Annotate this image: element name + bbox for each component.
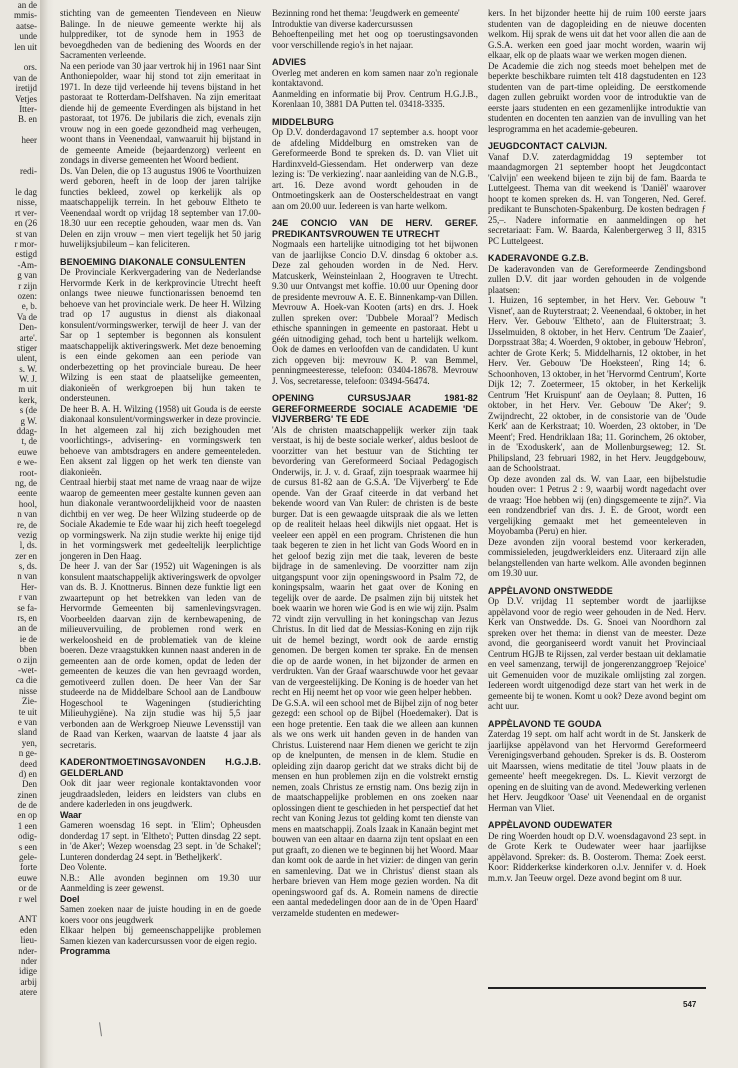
strip-fragment: en op bbox=[17, 810, 37, 821]
section-heading: APPÈLAVOND TE GOUDA bbox=[488, 718, 602, 729]
body-paragraph: 1. Huizen, 16 september, in het Herv. Ver. Gebouw ''t Visnet', aan de Ruyterstraat; 2. Veenendaal, 6 oktober, in het Herv. Ver. Gebouw 'Eltheto', aan de Fluiterstraat; 3. IJsselmuiden, 8 oktober, in het Herv. Centrum 'De Zaaier', Dorpsstraat 38a; 4. Woerden, 9 oktober, in gebouw 'Hebron', achter de Grote Kerk; 5. Middelharnis, 12 oktober, in het Herv. Ver. Gebouw 'De Hoeksteen', Ring 14; 6. Schoonhoven, 13 oktober, in het 'Hervormd Centrum', Korte Dijk 12; 7. Zoetermeer, 15 oktober, in het Kerkelijk Centrum 'Het Kruispunt' aan de Oeylaan; 8. Putten, 16 oktober, in het Herv. Ver. Gebouw 'De Aker'; 9. Zwijndrecht, 22 oktober, in de consistorie van de 'Oude Kerk' aan de Kerkstraat; 10. Woerden, 23 oktober, in 'De Meent'; Fred. Hendriklaan 18a; 11. Gorinchem, 26 oktober, in de 'Exoduskerk', aan de Mollenburgseweg; 12. St. Philipsland, 23 februari 1982, in het Herv. Jeugdgebouw, aan de Schoolstraat. bbox=[488, 295, 706, 473]
body-paragraph: Zaterdag 19 sept. om half acht wordt in de St. Janskerk de jaarlijkse appèlavond van het Hervormd Gereformeerd Verenigingsverband gehouden. Spreker is ds. B. Oosterom uit Maarssen, wiens meditatie de titel 'Jouw plaats in de gemeente' heeft meegekregen. Ds. L. Kievit verzorgt de opening en de sluiting van de avond. Medewerking verlenen het Herv. Jeugdkoor 'Oase' uit Veenendaal en de organist Herman van Vliet. bbox=[488, 729, 706, 813]
strip-fragment: van de bbox=[13, 72, 37, 83]
strip-fragment: lieu- bbox=[20, 935, 37, 946]
strip-fragment: nisse bbox=[19, 685, 37, 696]
body-paragraph: Vanaf D.V. zaterdagmiddag 19 september tot maandagmorgen 21 september hoopt het Jeugdcontact 'Calvijn' een weekend bijeen te zijn bij de fam. Baarda te Luttelgeest. Thema van dit weekend is 'Daniël' waarover hoopt te komen spreken ds. H. van Tongeren, Ned. Geref. predikant te Bunschoten-Spakenburg. De kosten bedragen ƒ 25,–. Nadere informatie en aanmeldingen op het secretariaat: Fam. W. Baarda, Kalenbergerweg 3 II, 8315 PC Luttelgeest. bbox=[488, 151, 706, 246]
strip-fragment: g van bbox=[17, 270, 37, 281]
strip-fragment bbox=[0, 145, 40, 155]
body-paragraph: Nogmaals een hartelijke uitnodiging tot het bijwonen van de jaarlijkse Concio D.V. dinsdag 6 oktober a.s. Deze zal gehouden worden in de Ned. Herv. Matcuskerk, Weinsteinlaan 2, Hoograven te Utrecht. 9.30 uur Ontvangst met koffie. 10.00 uur Opening door de presidente mevrouw A. E. E. Binnenkamp-van Dillen. Mevrouw A. Hoek-van Kooten (arts) en drs. J. Hoek zullen spreken over: 'Dubbele Moraal'? Medisch ethische spanningen in gemeente en pastoraat. Hebt u géén uitnodiging gehad, toch bent u hartelijk welkom. Ook de dames en verloofden van de candidaten. U kunt zich opgeven bij: mevrouw K. P. van Bemmel, penningmeesteresse, telefoon: 03404-18678. Mevrouw J. Vos, secretaresse, telefoon: 03494-56474. bbox=[272, 239, 478, 386]
body-paragraph: Na een periode van 30 jaar vertrok hij in 1961 naar Sint Anthoniepolder, waar hij stond tot zijn emeritaat in 1971. In deze tijd verleende hij tevens bijstand in het pastoraat te Rotterdam-Delfshaven. Na zijn emeritaat diende hij de gemeente Everdingen als bijstand in het pastoraat, tot 1976. De jubilaris die zich, evenals zijn vrouw nog in een goede gezondheid mag verheugen, woont thans in Veenendaal, vanwaaruit hij bijstand in de gemeente Ameide (bejaardenzorg) verleent en zondags in diverse gemeenten het Woord bedient. bbox=[60, 60, 261, 165]
section-heading: 24E CONCIO VAN DE HERV. GEREF. PREDIKANTSVROUWEN TE UTRECHT bbox=[272, 218, 478, 239]
strip-fragment: ors. bbox=[23, 62, 37, 73]
body-paragraph: Deo Volente. bbox=[60, 862, 107, 872]
strip-fragment: r mor- bbox=[14, 238, 37, 249]
body-paragraph: Op deze avonden zal ds. W. van Laar, een bijbelstudie houden over: 1 Petrus 2 : 9, waarbij wordt nagedacht over de vraag: 'Hoe hebben wij (en) dingsgemeente te zijn?'. Via een rondzendbrief van drs. J. E. de Groot, wordt een vergelijking gemaakt met het gemeenteleven in Moyobamba (Peru) en hier. bbox=[488, 473, 706, 536]
column-left bbox=[60, 8, 261, 957]
body-paragraph: Elkaar helpen bij gemeenschappelijke problemen Samen kiezen van kadercursussen voor de eigen regio. bbox=[60, 925, 261, 946]
body-paragraph: Ook dit jaar weer regionale kontaktavonden voor jeugdraadsleden, leiders en leidsters van clubs en andere kaderleden in ons jeugdwerk. bbox=[60, 778, 261, 809]
body-paragraph: Behoeftenpeiling met het oog op toerustingsavonden voor verschillende regio's in het najaar. bbox=[272, 29, 478, 50]
section-heading: KADERAVONDE G.Z.B. bbox=[488, 253, 589, 263]
strip-fragment: an de bbox=[17, 0, 37, 10]
strip-fragment: r van bbox=[18, 592, 37, 603]
body-paragraph: stichting van de gemeenten Tiendeveen en Nieuw Balinge. In de nieuwe gemeente werkte hij als hulpprediker, tot de synode hem in 1953 de bevoegdheden van de bediening des Woords en der Sacramenten verleende. bbox=[60, 8, 261, 60]
strip-fragment: Zie- bbox=[22, 696, 37, 707]
body-paragraph: De G.S.A. wil een school met de Bijbel zijn of nog beter gezegd: een school op de Bijbel (Hoedemaker). Dat is een hoge pretentie. Een taak die we alleen aan kunnen als we ons werk uit handen geven in de handen van Christus. Luisterend naar Hem dienen we gericht te zijn op de knelpunten, de mensen in de klem. Studie en opleiding zijn daarop gericht dat we straks dicht bij de mensen en hun problemen zijn en die volstrekt ernstig nemen, zoals Christus ze ernstig nam. Ons bezig zijn in de maatschappelijke problemen en ons zoeken naar oplossingen dient te geschieden in het perspectief dat het recht van Koning Jezus tot gelding komt ten dienste van mens en maatschappij. Zoals Izaak in Kanaän begint met bouwen van een altaar en daarna zijn tent opslaat en een put graaft, zo dienen we te beginnen bij het Woord. Maar dan komt ook de aarde in het vizier: de dingen van gerin en samenleving. Dat we in Christus' dienst staan als herbare brieven van Hem moge gezien worden. Na dit openingswoord gaf ds. A. Romein namens de directie een aantal mededelingen door aan de in de 'Open Haard' verzamelde studenten en medewer- bbox=[272, 697, 478, 918]
body-paragraph: De Academie die zich nog steeds moet behelpen met de beperkte beschikbare ruimten telt 418 dagstudenten en 123 studenten van de part-time opleiding. De eerstkomende dagen zullen gebruikt worden voor de introduktie van de eerste jaars studenten en een gezamenlijke introduktie van studenten en docenten ten aanzien van de invulling van het lesprogramma en het academie-gebeuren. bbox=[488, 60, 706, 134]
strip-fragment: nder bbox=[21, 955, 37, 966]
strip-fragment: Vetjes bbox=[15, 93, 37, 104]
strip-fragment: s, ds. bbox=[18, 561, 37, 572]
sub-heading: Waar bbox=[60, 809, 82, 820]
strip-fragment: s. W. bbox=[19, 363, 37, 374]
sub-heading: Doel bbox=[60, 893, 80, 904]
strip-fragment: de de bbox=[17, 800, 37, 811]
strip-fragment: m uit bbox=[18, 384, 37, 395]
strip-fragment: nder- bbox=[18, 945, 37, 956]
strip-fragment: eente bbox=[18, 488, 37, 499]
section-heading: JEUGDCONTACT CALVIJN. bbox=[488, 141, 608, 151]
section-heading: APPÈLAVOND OUDEWATER bbox=[488, 820, 613, 830]
body-paragraph: Introduktie van diverse kadercursussen bbox=[272, 18, 413, 29]
strip-fragment: s een bbox=[18, 841, 37, 852]
section-heading: BENOEMING DIAKONALE CONSULENTEN bbox=[60, 256, 246, 267]
strip-fragment bbox=[0, 125, 40, 135]
strip-fragment: mmis- bbox=[13, 10, 37, 21]
strip-fragment: an de bbox=[17, 623, 37, 634]
strip-fragment: forte bbox=[20, 862, 37, 873]
strip-fragment: Den bbox=[22, 779, 37, 790]
page-gutter bbox=[40, 0, 54, 1068]
strip-fragment: iretijd bbox=[15, 83, 37, 94]
column-right bbox=[488, 8, 706, 883]
strip-fragment: d) en bbox=[18, 768, 37, 779]
end-rule bbox=[488, 987, 706, 989]
body-paragraph: De ring Woerden houdt op D.V. woensdagavond 23 sept. in de Grote Kerk te Oudewater weer haar jaarlijkse appèlavond. Spreker: ds. B. Oosterom. Thema: Zoek eerst. Koor: Ridderkerkse kinderkoren o.l.v. Jennifer v. d. Hoek m.m.v. Jan Teeuw orgel. Deze avond begint om 8 uur. bbox=[488, 830, 706, 883]
strip-fragment: nisse, bbox=[16, 197, 37, 208]
strip-fragment: sland bbox=[18, 727, 37, 738]
strip-fragment: e we- bbox=[17, 457, 37, 468]
body-paragraph: Centraal hierbij staat met name de vraag naar de wijze waarop de gemeenten meer gestalte kunnen geven aan hun diakonale verantwoordelijkheid voor de naasten dichtbij en ver weg. De heer Wilzing studeerde op de Sociale Akademie te Ede waar hij zich heeft toegelegd op vormingswerk. Na zijn studie werkte hij enige tijd in het vormingswerk met gedeeltelijk leerplichtige jongeren in Den Haag. bbox=[60, 477, 261, 561]
strip-fragment: r zijn bbox=[18, 280, 37, 291]
strip-fragment: st van bbox=[15, 228, 37, 239]
body-paragraph: Op D.V. vrijdag 11 september wordt de jaarlijkse appèlavond voor de regio weer gehouden in de Ned. Herv. Kerk van Onstwedde. Ds. G. Snoei van Noordhorn zal spreken over het thema: in dienst van de meester. Deze avond, die georganiseerd wordt vanuit het Provinciaal Centrum HGJB te Rijssen, zal verder bestaan uit deklamatie en veel samenzang, terwijl de jongerenzanggroep 'Rejoice' uit Gemenuiden voor de muzikale omlijsting zal zorgen. Iedereen wordt uitgenodigd deze start van het werk in de gemeente bij te wonen. Komt u ook? Deze avond begint om acht uur. bbox=[488, 596, 706, 711]
section-heading: KADERONTMOETINGSAVONDEN H.G.J.B. GELDERLAND bbox=[60, 757, 261, 778]
strip-fragment: ca die bbox=[15, 675, 37, 686]
strip-fragment: -Am- bbox=[17, 259, 37, 270]
strip-fragment: t, de bbox=[21, 436, 37, 447]
strip-fragment: -wet- bbox=[18, 665, 37, 675]
strip-fragment: rt ver- bbox=[14, 207, 37, 218]
strip-fragment bbox=[0, 156, 40, 166]
strip-fragment: redi- bbox=[20, 166, 37, 177]
body-paragraph: 'Als de christen maatschappelijk werker zijn taak verstaat, is hij de beste sociale werker', aldus besloot de voorzitter van het bestuur van de Stichting ter bevordering van Gereformeerd Sociaal Pedagogisch Onderwijs, ir. J. v. d. Graaf, zijn toespraak waarmee hij de cursus 81-82 aan de G.S.A. 'De Vijverberg' te Ede opende. Van der Graaf citeerde in dat verband het bekende woord van Van Ruler: de christen is de beste burger. Dat is een gewaagde uitspraak die als we letten op de realiteit helaas heel dikwijls niet opgaat. Het is veeleer een appèl en een program. Christenen die hun taak begeren te zien in het licht van Gods Woord en in het geloof bezig zijn met die taak, leveren de beste bijdrage in de samenleving. De voorzitter nam zijn uitgangspunt voor zijn openingswoord in Psalm 72, de koningspsalm, waarin het gaat over de Koning en tegelijk over de aarde. De psalmen zijn bij uitstek het boek waarin we horen wie God is en wie wij zijn. Psalm 72 vindt zijn vervulling in het koningschap van Jezus Christus. In dit lied dat de Messias-Koning en zijn rijk uit de hemel bezingt, wordt ook de aarde ernstig genomen. De bergen komen ter sprake. En de mensen die op de aarde wonen, in het bijzonder de armen en verdrukten. Van der Graaf waarschuwde voor het gevaar van de vergeestelijking. De Koning is de hoeder van het recht en Hij neemt het op voor wie geen helper hebben. bbox=[272, 424, 478, 697]
strip-fragment: hool, bbox=[18, 498, 37, 509]
body-paragraph: Gameren woensdag 16 sept. in 'Elim'; Opheusden donderdag 17 sept. in 'Eltheto'; Putten dinsdag 22 sept. in 'de Aker'; Wezep woensdag 23 sept. in 'de Schakel'; Lunteren donderdag 24 sept. in 'Betheljkerk'. bbox=[60, 820, 261, 862]
strip-fragment: atere bbox=[19, 987, 37, 998]
strip-fragment: B. en bbox=[18, 114, 37, 125]
strip-fragment: Itter- bbox=[19, 103, 37, 114]
strip-fragment: len uit bbox=[14, 41, 37, 52]
strip-fragment: gele- bbox=[19, 852, 37, 863]
body-paragraph: kers. In het bijzonder heette hij de ruim 100 eerste jaars studenten van de dagopleiding en de nieuwe docenten welkom. Hij sprak de wens uit dat het voor allen die aan de G.S.A. werken een goed jaar mocht worden, waarin wij elkaar, elk op de plaats waar we werken mogen dienen. bbox=[488, 8, 706, 60]
strip-fragment: idige bbox=[19, 966, 37, 977]
body-paragraph: Op D.V. donderdagavond 17 september a.s. hoopt voor de afdeling Middelburg en omstreken van de Gereformeerde Bond te spreken ds. D. van Vliet uit Hardinxveld-Giessendam. Het onderwerp van deze lezing is: 'De verkiezing'. naar aanleiding van de N.G.B., art. 16. Deze avond wordt gehouden in de Ontmoetingskerk aan de Oosterscheldestraat en vangt aan om 20.00 uur. Iedereen is van harte welkom. bbox=[272, 127, 478, 211]
body-paragraph: De kaderavonden van de Gereformeerde Zendingsbond zullen D.V. dit jaar worden gehouden in de volgende plaatsen: bbox=[488, 263, 706, 295]
strip-fragment: Den- bbox=[19, 322, 37, 333]
previous-page-strip bbox=[0, 0, 40, 1068]
strip-fragment: Va de bbox=[16, 311, 37, 322]
pen-mark bbox=[99, 1022, 105, 1036]
strip-fragment: rs, en bbox=[17, 613, 37, 624]
strip-fragment: heer bbox=[21, 135, 37, 146]
strip-fragment bbox=[0, 904, 40, 914]
strip-fragment: kerk, bbox=[18, 394, 37, 405]
strip-fragment: unde bbox=[19, 31, 37, 42]
strip-fragment: zinen bbox=[17, 789, 37, 800]
body-paragraph: De Provinciale Kerkvergadering van de Nederlandse Hervormde Kerk in de kerkprovincie Utrecht heeft onlangs twee nieuwe functionarissen benoemd ten behoeve van het provinciale werk. De heer H. Wilzing trad op 17 augustus in dienst als diakonaal konsulent/vormingswerker, terwijl de heer J. van der Sar op 1 september is begonnen als konsulent maatschappelijk aktiveringswerk. Met deze benoeming is een einde gekomen aan een periode van onderbezetting op het provinciale bureau. De heer Wilzing is een staat de plaatselijke gemeenten, diakonieën of werkgroepen bij hun taken te ondersteunen. bbox=[60, 267, 261, 403]
strip-fragment: zer en bbox=[15, 550, 37, 561]
body-paragraph: Overleg met anderen en kom samen naar zo'n regionale kontaktavond. bbox=[272, 67, 478, 88]
strip-fragment bbox=[0, 52, 40, 62]
strip-fragment: euwe bbox=[18, 446, 37, 457]
strip-fragment: e, b. bbox=[21, 301, 37, 312]
strip-fragment: or de bbox=[18, 883, 37, 894]
strip-fragment: ddag- bbox=[16, 426, 37, 437]
strip-fragment: odig- bbox=[18, 831, 37, 842]
section-heading: OPENING CURSUSJAAR 1981-82 GEREFORMEERDE SOCIALE ACADEMIE 'DE VIJVERBERG' TE EDE bbox=[272, 393, 478, 424]
strip-fragment: euwe bbox=[18, 872, 37, 883]
body-paragraph: De heer B. A. H. Wilzing (1958) uit Gouda is de eerste diakonaal konsulent/vormingswerker in deze provincie. In het algemeen zal hij zich bezighouden met voorlichtings-, advisering- en vormingswerk ten behoeve van ambtsdragers en andere gemeenteleden. Een aksent zal liggen op het werk ten dienste van diakonieën. bbox=[60, 403, 261, 477]
strip-fragment: o zijn bbox=[16, 654, 37, 665]
strip-fragment: arbij bbox=[20, 976, 37, 987]
strip-fragment: root- bbox=[19, 467, 37, 478]
body-paragraph: Samen zoeken naar de juiste houding in en de goede koers voor ons jeugdwerk bbox=[60, 904, 261, 925]
strip-fragment: n ge- bbox=[18, 748, 37, 759]
strip-fragment: arte'. bbox=[19, 332, 37, 343]
strip-fragment: W. J. bbox=[19, 374, 37, 385]
strip-fragment: stiger bbox=[17, 342, 37, 353]
strip-fragment: ozen: bbox=[17, 290, 37, 301]
strip-fragment: ng, de bbox=[15, 477, 37, 488]
body-paragraph: Deze avonden zijn vooral bestemd voor kerkeraden, commissieleden, jeugdwerkleiders enz. Uiteraard zijn alle belangstellenden van harte welkom. Alle avonden beginnen om 19.30 uur. bbox=[488, 536, 706, 578]
strip-fragment: ANT bbox=[18, 914, 37, 925]
strip-fragment: r wel bbox=[18, 893, 37, 904]
strip-fragment: n van bbox=[17, 509, 37, 520]
strip-fragment: deed bbox=[20, 758, 37, 769]
body-paragraph: Bezinning rond het thema: 'Jeugdwerk en gemeente' bbox=[272, 8, 460, 18]
strip-fragment: te uit bbox=[18, 706, 37, 717]
strip-fragment: eden bbox=[20, 924, 37, 935]
body-paragraph: Aanmelding en informatie bij Prov. Centrum H.G.J.B., Korenlaan 10, 3881 DA Putten tel. 03418-3335. bbox=[272, 88, 478, 109]
strip-fragment: l, ds. bbox=[19, 540, 37, 551]
strip-fragment: Her- bbox=[20, 581, 37, 592]
section-heading: MIDDELBURG bbox=[272, 116, 334, 127]
strip-fragment: s (de bbox=[19, 405, 37, 416]
section-heading: ADVIES bbox=[272, 57, 307, 67]
body-paragraph: N.B.: Alle avonden beginnen om 19.30 uur Aanmelding is zeer gewenst. bbox=[60, 872, 261, 893]
column-middle bbox=[272, 8, 478, 918]
strip-fragment: yen, bbox=[21, 737, 37, 748]
strip-fragment: estigd bbox=[15, 249, 37, 260]
strip-fragment bbox=[0, 177, 40, 187]
strip-fragment: se fa- bbox=[17, 602, 37, 613]
body-paragraph: Ds. Van Delen, die op 13 augustus 1906 te Voorthuizen werd geboren, heeft in de loop der jaren talrijke functies bekleed, zowel op kerkelijk als op maatschappelijk terrein. In het gebouw Eltheto te Veenendaal wordt op vrijdag 18 september van 17.00-18.30 uur een receptie gehouden, waar men ds. Van Delen en zijn vrouw – men viert tegelijk het 50 jarig huwelijksjubileum – kan feliciteren. bbox=[60, 165, 261, 249]
body-paragraph: De heer J. van der Sar (1952) uit Wageningen is als konsulent maatschappelijk aktiveringswerk de opvolger van ds. B. J. Knottnerus. Binnen deze funktie ligt een zwaartepunt op het betrekken van leden van de Hervormde Gemeenten bij samenlevingsvragen. Voorbeelden daarvan zijn de kernbewapening, de milieuvervuiling, de problemen rond werk en werkeloosheid en de problematiek van de kleine boeren. Deze vraagstukken kunnen naast anderen in de gemeenten aan de orde komen, opdat de leden der gemeenten de keuzes die van hen gevraagd worden, gemotiveerd zullen doen. De heer Van der Sar studeerde na de Middelbare School aan de Landbouw Hogeschool te Wageningen (studierichting Milieuhygiëne). Na zijn studie was hij 5,5 jaar verbonden aan de Werkgroep Nieuwe Levensstijl van de Raad van Kerken, waarvan de laatste 4 jaar als secretaris. bbox=[60, 561, 261, 750]
strip-fragment: ulent, bbox=[16, 353, 37, 364]
strip-fragment: en (26 bbox=[14, 218, 37, 229]
strip-fragment: ie de bbox=[19, 633, 37, 644]
strip-fragment: n van bbox=[17, 571, 37, 582]
strip-fragment: aatse- bbox=[16, 20, 37, 31]
strip-fragment: g W. bbox=[20, 415, 37, 426]
strip-fragment: le dag bbox=[15, 187, 37, 198]
strip-fragment: bben bbox=[19, 644, 37, 655]
strip-fragment: 1 een bbox=[17, 820, 37, 831]
strip-fragment: vezig bbox=[17, 529, 37, 540]
section-heading: APPÈLAVOND ONSTWEDDE bbox=[488, 585, 613, 596]
strip-fragment: re, de bbox=[17, 519, 37, 530]
strip-fragment: e van bbox=[17, 716, 37, 727]
page-number: 547 bbox=[683, 1000, 697, 1009]
sub-heading: Programma bbox=[60, 946, 111, 956]
